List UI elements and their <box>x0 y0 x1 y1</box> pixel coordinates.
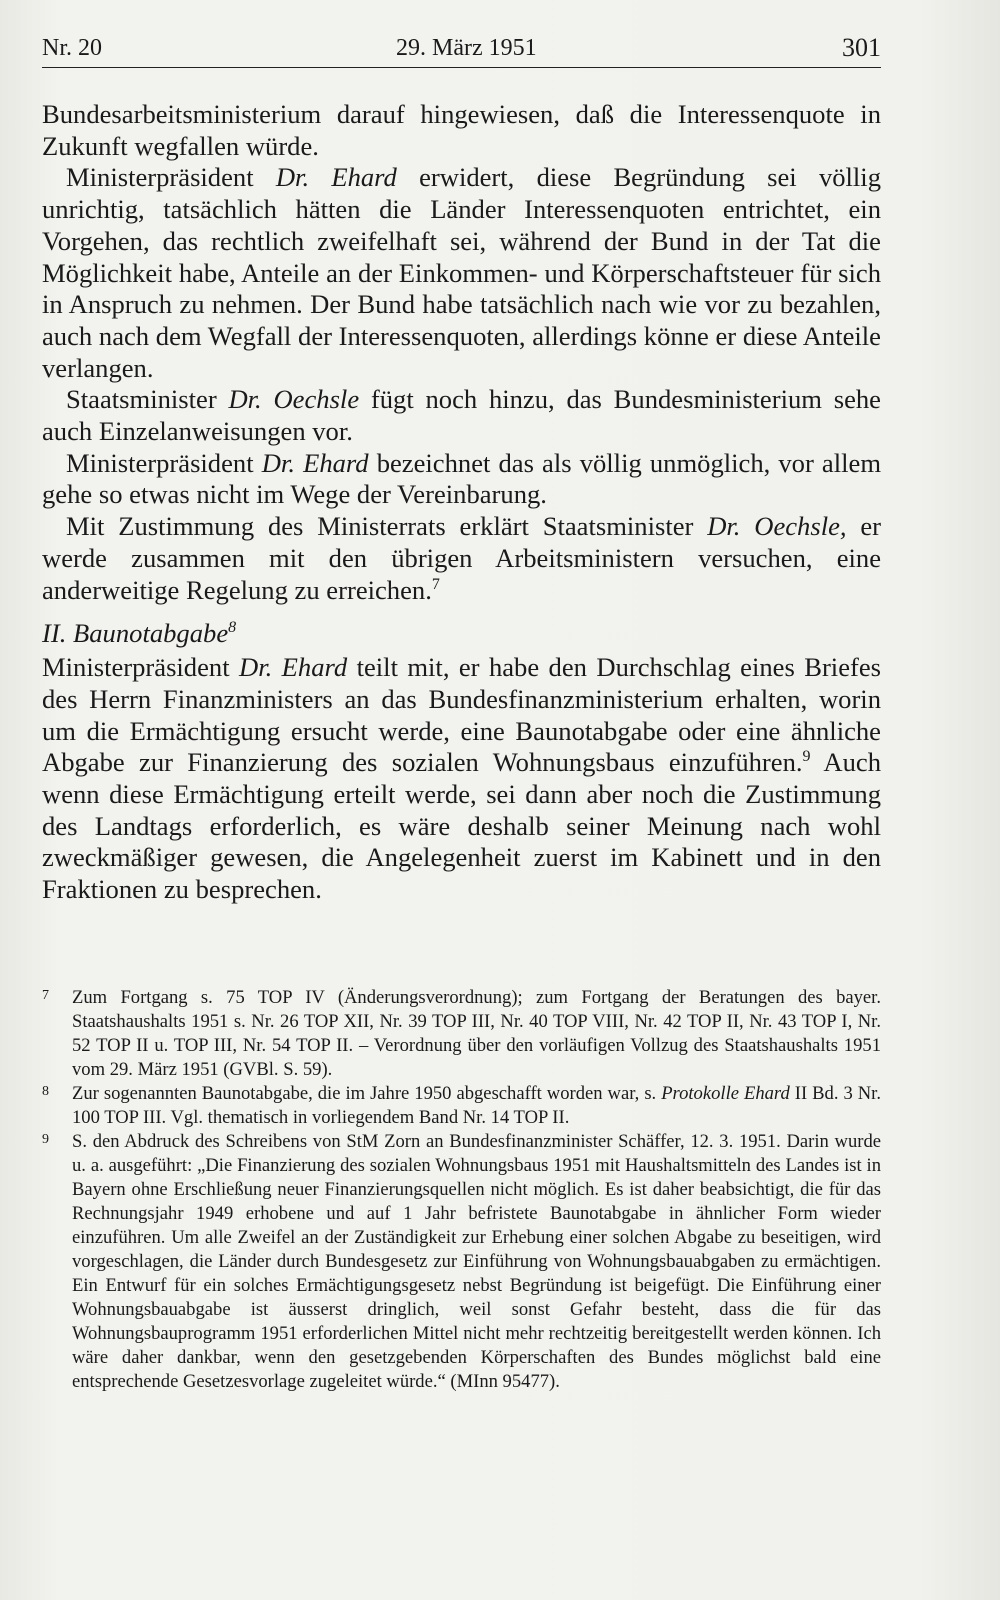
paragraph-lead: Ministerpräsident <box>42 652 240 683</box>
footnote-number: 8 <box>42 1084 49 1099</box>
page-number: 301 <box>842 33 881 62</box>
paragraph-lead: Ministerpräsident <box>66 447 262 478</box>
section-heading <box>42 614 881 652</box>
paragraph-text: erwidert, diese Begründung sei völlig unrichtig, tatsächlich hätten die Länder Interessenquoten entrichtet, ein Vorgehen, das rechtlich zweifelhaft sei, während der Bund in der Tat die Möglichkeit habe, Anteile an der Einkommen- und Körperschaftsteuer für sich in Anspruch zu nehmen. Der Bund habe tatsächlich nach wie vor zu bezahlen, auch nach dem Wegfall der Interessenquoten, allerdings könne er diese Anteile verlangen. <box>42 162 881 383</box>
speaker-name: Dr. Ehard <box>275 162 397 193</box>
footnote-text: II Bd. 3 Nr. 100 TOP III. Vgl. thematisch in vorliegendem Band Nr. 14 TOP II. <box>72 1083 881 1128</box>
speaker-name: Dr. Ehard <box>261 447 369 478</box>
paragraph-continuation <box>42 99 881 162</box>
paragraph-lead: Mit Zustimmung des Ministerrats erklärt Staatsminister <box>66 511 708 542</box>
footnote-number: 7 <box>42 988 49 1003</box>
header-date: 29. März 1951 <box>396 35 537 61</box>
footnote-8 <box>42 1082 881 1130</box>
footnote-text: S. den Abdruck des Schreibens von StM Zorn an Bundesfinanzminister Schäffer, 12. 3. 1951. Darin wurde u. a. ausgeführt: „Die Finanzierung des sozialen Wohnungsbaus 1951 mit Haushaltsmitteln des Landes ist in Bayern ohne Erschließung neuer Finanzierungsquellen nicht möglich. Es ist daher beabsichtigt, die für das Rechnungsjahr 1949 erhobene und auf 1 Jahr befristete Baunotabgabe in ähnlicher Form wieder einzuführen. Um alle Zweifel an der Zuständigkeit zur Erhebung einer solchen Abgabe zu beseitigen, wird vorgeschlagen, die Länder durch Bundesgesetz zur Einführung von Wohnungsbauabgaben zu ermächtigen. Ein Entwurf für ein solches Ermächtigungsgesetz nebst Begründung ist beigefügt. Die Einführung einer Wohnungsbauabgabe ist äusserst dringlich, weil sonst Gefahr besteht, dass die für das Wohnungsbauprogramm 1951 erforderlichen Mittel nicht mehr rechtzeitig bereitgestellt werden können. Ich wäre daher dankbar, wenn den gesetzgebenden Körperschaften des Bundes möglichst bald eine entsprechende Gesetzesvorlage zugeleitet würde.“ (MInn 95477). <box>72 1131 881 1392</box>
footnote-reference[interactable]: 9 <box>802 748 811 766</box>
paragraph-lead: Ministerpräsident <box>66 162 276 193</box>
footnote-reference[interactable]: 8 <box>228 619 237 637</box>
paragraph-oechsle <box>42 384 881 447</box>
footnote-text: Zum Fortgang s. 75 TOP IV (Änderungsverordnung); zum Fortgang der Beratungen des bayer. Staatshaushalts 1951 s. Nr. 26 TOP XII, Nr. 39 TOP III, Nr. 40 TOP VIII, Nr. 42 TOP II, Nr. 43 TOP I, Nr. 52 TOP II u. TOP III, Nr. 54 TOP II. – Verordnung über den vorläufigen Vollzug des Staatshaushalts 1951 vom 29. März 1951 (GVBl. S. 59). <box>72 987 881 1080</box>
paragraph-ministerrat <box>42 511 881 606</box>
footnote-7 <box>42 986 881 1082</box>
footnotes <box>42 986 881 1394</box>
paragraph-text: teilt mit, er habe den Durchschlag eines Briefes des Herrn Finanzministers an das Bundesfinanzministerium erhalten, worin um die Ermächtigung ersucht werde, eine Baunotabgabe oder eine ähnliche Abgabe zur Finanzierung des sozialen Wohnungsbaus einzuführen. <box>42 652 882 778</box>
footnote-number: 9 <box>42 1132 49 1147</box>
speaker-name: Dr. Oechsle, <box>707 511 847 542</box>
footnote-source-title: Protokolle Ehard <box>661 1083 790 1104</box>
paragraph-text: bezeichnet das als völlig unmöglich, vor allem gehe so etwas nicht im Wege der Vereinbarung. <box>42 447 882 510</box>
footnote-text: Zur sogenannten Baunotabgabe, die im Jahre 1950 abgeschafft worden war, s. <box>72 1083 662 1104</box>
paragraph-baunotabgabe <box>42 652 881 906</box>
issue-number: Nr. 20 <box>42 35 102 61</box>
paragraph-ehard-reply <box>42 162 881 384</box>
paragraph-ehard-impossible <box>42 448 881 511</box>
paragraph-text: er werde zusammen mit den übrigen Arbeitsministern versuchen, eine anderweitige Regelung zu erreichen. <box>42 511 882 605</box>
paragraph-text: Auch wenn diese Ermächtigung erteilt werde, sei dann aber noch die Zustimmung des Landtags erforderlich, es wäre deshalb seiner Meinung nach wohl zweckmäßiger gewesen, die Angelegenheit zuerst im Kabinett und in den Fraktionen zu besprechen. <box>42 747 881 905</box>
section-title: II. Baunotabgabe <box>42 618 229 649</box>
paragraph-lead: Staatsminister <box>66 384 229 415</box>
speaker-name: Dr. Oechsle <box>228 384 360 415</box>
paragraph-text: Bundesarbeitsministerium darauf hingewiesen, daß die Interessenquote in Zukunft wegfallen würde. <box>42 99 881 161</box>
main-text <box>42 99 881 906</box>
paragraph-text: fügt noch hinzu, das Bundesministerium sehe auch Einzelanweisungen vor. <box>42 384 881 447</box>
running-header <box>42 33 881 68</box>
footnote-9 <box>42 1130 881 1394</box>
footnote-reference[interactable]: 7 <box>431 575 440 593</box>
speaker-name: Dr. Ehard <box>239 652 348 683</box>
